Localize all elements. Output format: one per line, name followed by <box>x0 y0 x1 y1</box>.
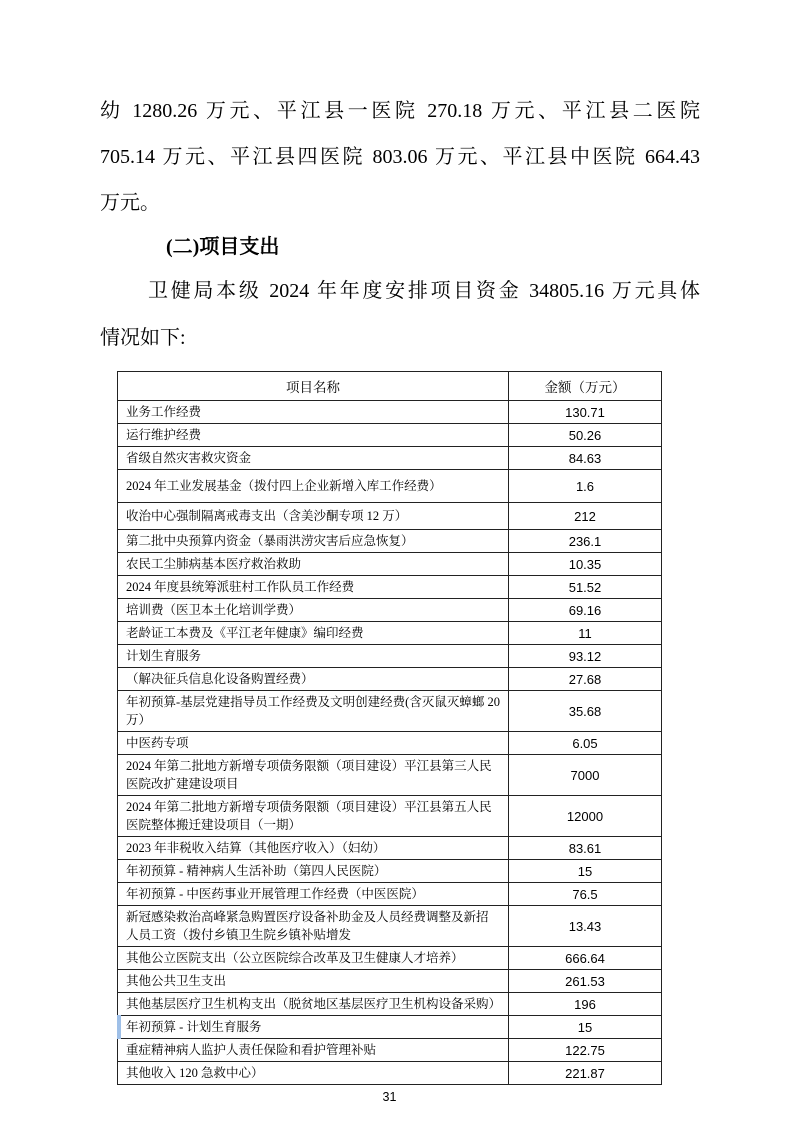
table-row <box>118 691 662 732</box>
amount-cell: 69.16 <box>509 599 662 622</box>
amount-cell: 7000 <box>509 755 662 796</box>
amount-cell: 11 <box>509 622 662 645</box>
table-row <box>118 947 662 970</box>
amount-cell: 50.26 <box>509 424 662 447</box>
selection-mark <box>117 1015 121 1039</box>
table-row <box>118 993 662 1016</box>
paragraph-line: 万元。 <box>100 192 160 214</box>
amount-cell: 84.63 <box>509 447 662 470</box>
table-row <box>118 470 662 503</box>
table-row <box>118 755 662 796</box>
paragraph-line: 情况如下: <box>100 327 186 349</box>
amount-cell: 130.71 <box>509 401 662 424</box>
table-row <box>118 1039 662 1062</box>
amount-cell: 76.5 <box>509 883 662 906</box>
project-name-cell: 中医药专项 <box>118 732 509 755</box>
amount-cell: 666.64 <box>509 947 662 970</box>
paragraph-intro <box>100 268 700 362</box>
amount-cell: 51.52 <box>509 576 662 599</box>
section-heading-project-expenditure: (二)项目支出 <box>166 236 280 258</box>
table-row <box>118 424 662 447</box>
table-row <box>118 576 662 599</box>
amount-cell: 27.68 <box>509 668 662 691</box>
project-name-cell: 2024 年第二批地方新增专项债务限额（项目建设）平江县第五人民医院整体搬迁建设项目（一期） <box>118 796 509 837</box>
amount-cell: 93.12 <box>509 645 662 668</box>
project-name-cell: 收治中心强制隔离戒毒支出（含美沙酮专项 12 万） <box>118 503 509 530</box>
paragraph-hospital-amounts <box>100 88 700 226</box>
table-row <box>118 796 662 837</box>
project-name-cell: 农民工尘肺病基本医疗救治救助 <box>118 553 509 576</box>
table-row <box>118 553 662 576</box>
amount-cell: 13.43 <box>509 906 662 947</box>
paragraph-line: 卫健局本级 2024 年年度安排项目资金 34805.16 万元具体 <box>148 280 700 302</box>
table-row <box>118 1062 662 1085</box>
project-name-cell: 重症精神病人监护人责任保险和看护管理补贴 <box>118 1039 509 1062</box>
project-name-cell: 省级自然灾害救灾资金 <box>118 447 509 470</box>
column-header-amount: 金额（万元） <box>509 372 662 401</box>
page-number: 31 <box>382 1090 397 1104</box>
paragraph-line: 幼 1280.26 万元、平江县一医院 270.18 万元、平江县二医院 <box>100 100 700 122</box>
amount-cell: 122.75 <box>509 1039 662 1062</box>
table-row <box>118 447 662 470</box>
amount-cell: 12000 <box>509 796 662 837</box>
paragraph-line: 705.14 万元、平江县四医院 803.06 万元、平江县中医院 664.43 <box>100 146 700 168</box>
project-name-cell: 其他公立医院支出（公立医院综合改革及卫生健康人才培养） <box>118 947 509 970</box>
project-name-cell: 年初预算 - 中医药事业开展管理工作经费（中医医院） <box>118 883 509 906</box>
project-name-cell: 年初预算-基层党建指导员工作经费及文明创建经费(含灭鼠灭蟑螂 20 万） <box>118 691 509 732</box>
project-expenditure-table <box>117 371 662 1085</box>
project-name-cell: 年初预算 - 计划生育服务 <box>118 1016 509 1039</box>
amount-cell: 212 <box>509 503 662 530</box>
project-name-cell: 培训费（医卫本土化培训学费） <box>118 599 509 622</box>
table-row <box>118 970 662 993</box>
project-name-cell: 第二批中央预算内资金（暴雨洪涝灾害后应急恢复） <box>118 530 509 553</box>
amount-cell: 15 <box>509 1016 662 1039</box>
amount-cell: 221.87 <box>509 1062 662 1085</box>
project-name-cell: 计划生育服务 <box>118 645 509 668</box>
project-name-cell: 新冠感染救治高峰紧急购置医疗设备补助金及人员经费调整及新招人员工资（拨付乡镇卫生院乡镇补贴增发 <box>118 906 509 947</box>
project-name-cell: 其他收入 120 急救中心） <box>118 1062 509 1085</box>
table-row <box>118 622 662 645</box>
table-row <box>118 883 662 906</box>
table-row <box>118 645 662 668</box>
amount-cell: 1.6 <box>509 470 662 503</box>
table-row <box>118 668 662 691</box>
column-header-project-name: 项目名称 <box>118 372 509 401</box>
amount-cell: 10.35 <box>509 553 662 576</box>
table-row <box>118 906 662 947</box>
amount-cell: 35.68 <box>509 691 662 732</box>
amount-cell: 196 <box>509 993 662 1016</box>
amount-cell: 6.05 <box>509 732 662 755</box>
amount-cell: 261.53 <box>509 970 662 993</box>
table-row <box>118 599 662 622</box>
project-name-cell: 2024 年工业发展基金（拨付四上企业新增入库工作经费） <box>118 470 509 503</box>
project-name-cell: 2024 年度县统筹派驻村工作队员工作经费 <box>118 576 509 599</box>
table-header-row <box>118 372 662 401</box>
amount-cell: 236.1 <box>509 530 662 553</box>
project-name-cell: 2023 年非税收入结算（其他医疗收入）（妇幼） <box>118 837 509 860</box>
project-name-cell: 老龄证工本费及《平江老年健康》编印经费 <box>118 622 509 645</box>
amount-cell: 15 <box>509 860 662 883</box>
table-row <box>118 837 662 860</box>
table-row <box>118 732 662 755</box>
project-name-cell: 其他基层医疗卫生机构支出（脱贫地区基层医疗卫生机构设备采购） <box>118 993 509 1016</box>
project-name-cell: 年初预算 - 精神病人生活补助（第四人民医院） <box>118 860 509 883</box>
project-name-cell: 运行维护经费 <box>118 424 509 447</box>
table-row <box>118 860 662 883</box>
project-name-cell: 2024 年第二批地方新增专项债务限额（项目建设）平江县第三人民医院改扩建建设项目 <box>118 755 509 796</box>
project-name-cell: 业务工作经费 <box>118 401 509 424</box>
project-name-cell: （解决征兵信息化设备购置经费） <box>118 668 509 691</box>
table-row <box>118 1016 662 1039</box>
table-row <box>118 401 662 424</box>
amount-cell: 83.61 <box>509 837 662 860</box>
table-row <box>118 503 662 530</box>
table-row <box>118 530 662 553</box>
project-name-cell: 其他公共卫生支出 <box>118 970 509 993</box>
